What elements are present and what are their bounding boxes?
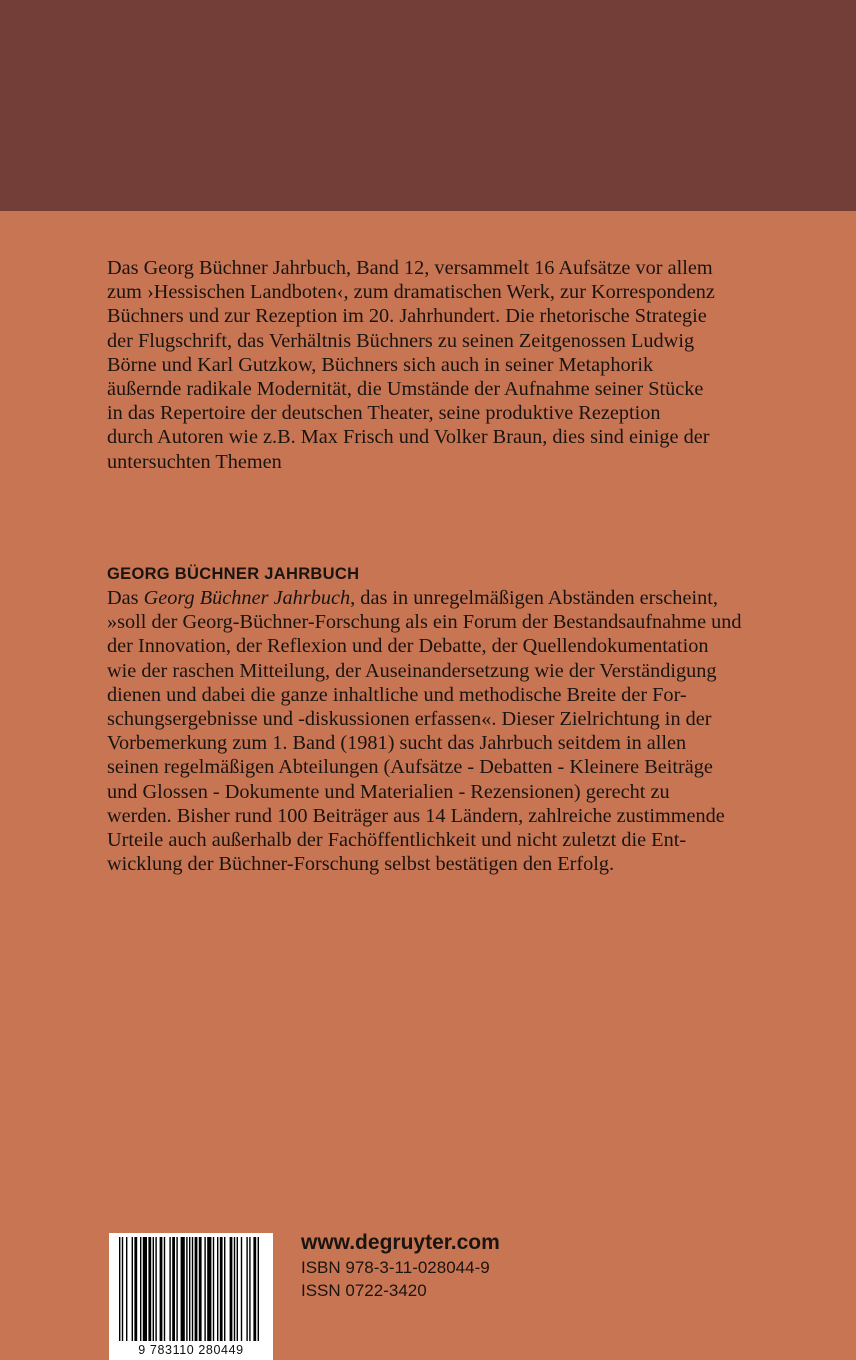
barcode-bar [195, 1237, 198, 1341]
barcode-bar [160, 1237, 163, 1341]
barcode-bar [224, 1237, 225, 1341]
barcode-bar [230, 1237, 233, 1341]
description-line: zum ›Hessischen Landboten‹, zum dramatischen Werk, zur Korrespondenz [107, 281, 715, 304]
series-line: seinen regelmäßigen Abteilungen (Aufsätze - Debatten - Kleinere Beiträge [107, 756, 713, 779]
barcode-bar [176, 1237, 177, 1341]
series-description [107, 586, 747, 876]
series-first-line [107, 586, 747, 610]
barcode-bar [246, 1237, 247, 1341]
barcode-bar [153, 1237, 154, 1341]
barcode-bar [186, 1237, 187, 1341]
barcode-bar [148, 1237, 151, 1341]
series-line: wie der raschen Mitteilung, der Auseinandersetzung wie der Verständigung [107, 659, 717, 682]
barcode-bar [181, 1237, 185, 1341]
barcode-bar [189, 1237, 190, 1341]
barcode-bar [122, 1237, 123, 1341]
series-line-suffix: , das in unregelmäßigen Abständen erscheint, [350, 587, 718, 609]
barcode-bar [207, 1237, 211, 1341]
barcode-bar [204, 1237, 205, 1341]
barcode-digits: 9 783110 280449 [138, 1343, 244, 1357]
barcode-bar [169, 1237, 170, 1341]
series-line: Urteile auch außerhalb der Fachöffentlichkeit und nicht zuletzt die Ent- [107, 829, 687, 852]
barcode-bar [199, 1237, 202, 1341]
barcode-bars [109, 1233, 273, 1360]
series-line: werden. Bisher rund 100 Beiträger aus 14 Ländern, zahlreiche zustimmende [107, 804, 725, 827]
series-line: der Innovation, der Reflexion und der Debatte, der Quellendokumentation [107, 635, 709, 658]
description-line: untersuchten Themen [107, 450, 282, 473]
barcode-bar [155, 1237, 156, 1341]
barcode-bar [143, 1237, 147, 1341]
barcode-bar [140, 1237, 141, 1341]
description-line: durch Autoren wie z.B. Max Frisch und Volker Braun, dies sind einige der [107, 426, 710, 449]
barcode-bar [241, 1237, 242, 1341]
isbn-barcode [109, 1233, 273, 1360]
barcode-bar [119, 1237, 120, 1341]
barcode-bar [253, 1237, 256, 1341]
description-line: Büchners und zur Rezeption im 20. Jahrhundert. Die rhetorische Strategie [107, 305, 707, 328]
barcode-bar [192, 1237, 193, 1341]
description-line: Börne und Karl Gutzkow, Büchners sich auch in seiner Metaphorik [107, 353, 654, 376]
series-title-italic: Georg Büchner Jahrbuch [143, 587, 351, 609]
publisher-info [301, 1230, 500, 1302]
barcode-bar [234, 1237, 235, 1341]
barcode-bar [249, 1237, 250, 1341]
series-heading: GEORG BÜCHNER JAHRBUCH [107, 565, 360, 583]
series-line-prefix: Das [107, 587, 144, 609]
isbn-number: ISBN 978-3-11-028044-9 [301, 1258, 490, 1277]
barcode-bar [132, 1237, 133, 1341]
barcode-bar [213, 1237, 214, 1341]
description-line: der Flugschrift, das Verhältnis Büchners zu seinen Zeitgenossen Ludwig [107, 329, 695, 352]
description-line: äußernde radikale Modernität, die Umstände der Aufnahme seiner Stücke [107, 378, 704, 401]
series-line: wicklung der Büchner-Forschung selbst bestätigen den Erfolg. [107, 853, 615, 876]
barcode-bar [172, 1237, 175, 1341]
series-line: »soll der Georg-Büchner-Forschung als ein Forum der Bestandsaufnahme und [107, 611, 742, 634]
barcode-bar [126, 1237, 127, 1341]
barcode-bar [164, 1237, 165, 1341]
barcode-bar [237, 1237, 238, 1341]
barcode-bar [258, 1237, 259, 1341]
series-line: schungsergebnisse und -diskussionen erfassen«. Dieser Zielrichtung in der [107, 708, 712, 731]
series-line: dienen und dabei die ganze inhaltliche und methodische Breite der For- [107, 683, 687, 706]
issn-number: ISSN 0722-3420 [301, 1281, 427, 1300]
barcode-bar [134, 1237, 137, 1341]
series-line: Vorbemerkung zum 1. Band (1981) sucht das Jahrbuch seitdem in allen [107, 732, 687, 755]
top-color-band [0, 0, 856, 211]
barcode-bar [217, 1237, 218, 1341]
book-description [107, 256, 747, 474]
barcode-bar [220, 1237, 223, 1341]
description-line: Das Georg Büchner Jahrbuch, Band 12, versammelt 16 Aufsätze vor allem [107, 257, 713, 279]
description-line: in das Repertoire der deutschen Theater, seine produktive Rezeption [107, 402, 661, 425]
publisher-url[interactable]: www.degruyter.com [301, 1231, 500, 1254]
series-line: und Glossen - Dokumente und Materialien - Rezensionen) gerecht zu [107, 780, 670, 803]
